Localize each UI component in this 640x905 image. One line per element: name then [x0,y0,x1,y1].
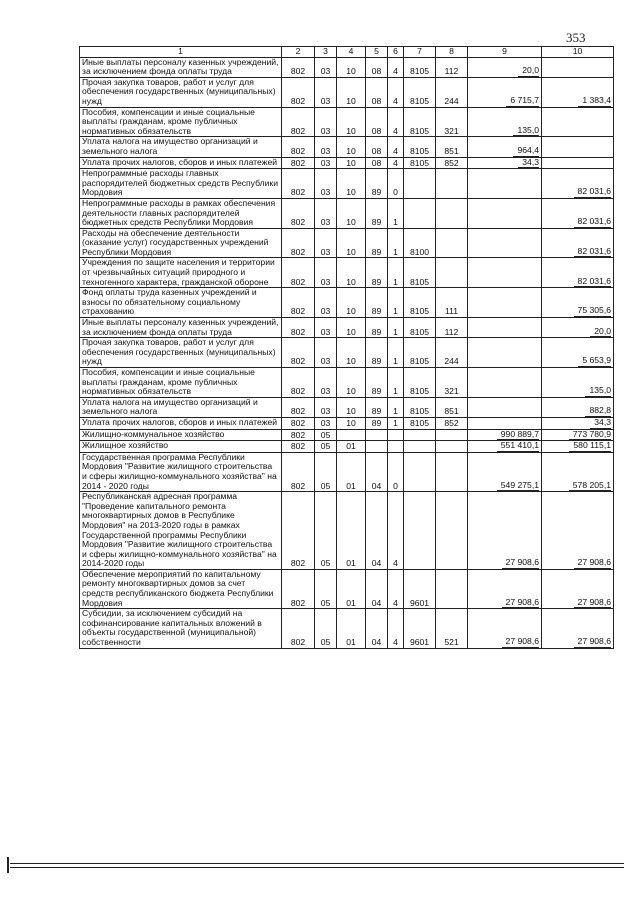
table-row [80,417,614,429]
row-name: Обеспечение мероприятий по капитальному ремонту многоквартирных домов за счет средств республиканского бюджета Республики Мордовия [80,569,282,608]
row-name: Республиканская адресная программа "Проведение капитального ремонта многоквартирных домов в Республике Мордовия" на 2013-2020 годы в рамках Государственной программы Республики Мордовия "Развитие жилищного строительства и сферы жилищно-коммунального хозяйства" на 2014-2020 годы [80,492,282,570]
code-cell [404,169,436,199]
amount-value: 990 889,7 [497,430,539,441]
code-cell: 08 [366,157,388,169]
row-name: Пособия, компенсации и иные социальные выплаты гражданам, кроме публичных нормативных обязательств [80,107,282,137]
code-cell: 9601 [404,609,436,648]
table-row [80,169,614,199]
code-cell: 802 [282,157,315,169]
amount-cell [468,77,542,107]
code-cell: 10 [337,417,366,429]
amount-value: 551 410,1 [497,441,539,452]
code-cell: 01 [337,492,366,570]
code-cell: 8105 [404,288,436,318]
amount-cell [542,198,614,228]
code-cell [388,441,404,453]
amount-cell [468,368,542,398]
amount-value: 135,0 [513,126,539,137]
code-cell [404,492,436,570]
amount-value: 27 908,6 [574,637,611,648]
code-cell: 10 [337,157,366,169]
code-cell: 89 [366,228,388,258]
row-name: Государственная программа Республики Мордовия "Развитие жилищного строительства и сферы жилищно-коммунального хозяйства" на 2014 - 2020 годы [80,452,282,491]
amount-value: 27 908,6 [574,558,611,569]
col-header: 7 [404,47,436,58]
code-cell [436,569,468,608]
code-cell: 03 [315,338,337,368]
amount-value: 82 031,6 [574,247,611,258]
code-cell: 8105 [404,417,436,429]
code-cell: 4 [388,77,404,107]
code-cell: 10 [337,258,366,288]
code-cell: 244 [436,338,468,368]
code-cell: 802 [282,569,315,608]
amount-cell [542,137,614,157]
amount-cell [468,198,542,228]
row-name: Прочая закупка товаров, работ и услуг для обеспечения государственных (муниципальных) нужд [80,77,282,107]
code-cell: 8105 [404,258,436,288]
code-cell: 89 [366,169,388,199]
amount-cell [542,397,614,417]
row-name: Жилищное хозяйство [80,441,282,453]
col-header: 3 [315,47,337,58]
row-name: Уплата налога на имущество организаций и земельного налога [80,137,282,157]
code-cell: 03 [315,137,337,157]
amount-cell [542,169,614,199]
table-row [80,609,614,648]
code-cell: 802 [282,57,315,77]
amount-cell [468,169,542,199]
code-cell: 1 [388,397,404,417]
code-cell [366,429,388,441]
table-row [80,57,614,77]
code-cell: 8105 [404,157,436,169]
code-cell: 89 [366,258,388,288]
page-number: 353 [566,30,586,45]
amount-cell [468,318,542,338]
code-cell: 8105 [404,107,436,137]
amount-cell [468,569,542,608]
code-cell: 08 [366,57,388,77]
code-cell: 05 [315,569,337,608]
code-cell: 03 [315,77,337,107]
code-cell: 10 [337,107,366,137]
code-cell: 05 [315,441,337,453]
code-cell: 05 [315,452,337,491]
amount-cell [542,57,614,77]
code-cell: 89 [366,368,388,398]
code-cell: 802 [282,338,315,368]
amount-cell [542,338,614,368]
col-header: 10 [542,47,614,58]
row-name: Уплата налога на имущество организаций и земельного налога [80,397,282,417]
amount-cell [542,429,614,441]
code-cell: 89 [366,417,388,429]
code-cell: 03 [315,258,337,288]
amount-value: 82 031,6 [574,187,611,198]
code-cell: 10 [337,288,366,318]
amount-cell [468,441,542,453]
amount-cell [542,157,614,169]
code-cell: 10 [337,397,366,417]
table-row [80,198,614,228]
table-row [80,318,614,338]
code-cell: 03 [315,169,337,199]
row-name: Непрограммные расходы главных распорядителей бюджетных средств Республики Мордовия [80,169,282,199]
amount-cell [542,107,614,137]
bottom-tick [7,857,9,873]
row-name: Непрограммные расходы в рамках обеспечения деятельности главных распорядителей бюджетных средств Республики Мордовия [80,198,282,228]
table-row [80,77,614,107]
amount-cell [468,137,542,157]
amount-value: 20,0 [518,66,539,77]
code-cell: 802 [282,77,315,107]
col-header: 1 [80,47,282,58]
amount-cell [542,441,614,453]
code-cell: 802 [282,368,315,398]
table-row [80,137,614,157]
table-row [80,569,614,608]
code-cell: 8105 [404,77,436,107]
code-cell [337,429,366,441]
row-name: Иные выплаты персоналу казенных учреждений, за исключением фонда оплаты труда [80,318,282,338]
amount-value: 549 275,1 [497,481,539,492]
code-cell: 03 [315,228,337,258]
amount-cell [468,452,542,491]
code-cell: 802 [282,258,315,288]
code-cell: 802 [282,429,315,441]
amount-cell [542,318,614,338]
code-cell: 05 [315,609,337,648]
amount-cell [542,417,614,429]
code-cell: 852 [436,157,468,169]
amount-value: 773 780,9 [569,430,611,441]
code-cell: 111 [436,288,468,318]
budget-table [79,46,614,649]
code-cell: 04 [366,452,388,491]
code-cell: 04 [366,609,388,648]
code-cell: 4 [388,57,404,77]
code-cell: 244 [436,77,468,107]
amount-value: 34,3 [518,158,539,169]
amount-cell [468,107,542,137]
code-cell [404,429,436,441]
code-cell: 802 [282,318,315,338]
row-name: Учреждения по защите населения и территории от чрезвычайных ситуаций природного и техногенного характера, гражданской обороне [80,258,282,288]
amount-value: 82 031,6 [574,217,611,228]
code-cell: 8105 [404,318,436,338]
row-name: Уплата прочих налогов, сборов и иных платежей [80,417,282,429]
col-header: 8 [436,47,468,58]
code-cell: 01 [337,452,366,491]
code-cell: 802 [282,441,315,453]
code-cell: 802 [282,169,315,199]
code-cell: 01 [337,609,366,648]
amount-value: 578 205,1 [569,481,611,492]
code-cell: 0 [388,452,404,491]
amount-value: 6 715,7 [506,96,539,107]
table-row [80,258,614,288]
code-cell: 08 [366,107,388,137]
amount-cell [468,338,542,368]
code-cell: 10 [337,169,366,199]
code-cell: 10 [337,228,366,258]
code-cell: 03 [315,288,337,318]
amount-cell [468,492,542,570]
code-cell: 851 [436,137,468,157]
code-cell [436,429,468,441]
code-cell: 03 [315,57,337,77]
code-cell: 4 [388,107,404,137]
table-row [80,107,614,137]
row-name: Пособия, компенсации и иные социальные выплаты гражданам, кроме публичных нормативных обязательств [80,368,282,398]
table-row [80,492,614,570]
header-row [80,47,614,58]
amount-value: 27 908,6 [502,598,539,609]
amount-cell [468,57,542,77]
amount-value: 20,0 [590,327,611,338]
amount-cell [468,429,542,441]
code-cell [436,441,468,453]
amount-cell [542,452,614,491]
row-name: Жилищно-коммунальное хозяйство [80,429,282,441]
code-cell: 03 [315,417,337,429]
code-cell: 8105 [404,368,436,398]
table-body [80,57,614,648]
table-row [80,157,614,169]
code-cell: 4 [388,609,404,648]
row-name: Расходы на обеспечение деятельности (оказание услуг) государственных учреждений Республики Мордовия [80,228,282,258]
code-cell: 08 [366,137,388,157]
code-cell: 10 [337,338,366,368]
col-header: 2 [282,47,315,58]
amount-cell [468,157,542,169]
code-cell: 4 [388,492,404,570]
code-cell: 802 [282,137,315,157]
code-cell: 802 [282,492,315,570]
amount-cell [468,288,542,318]
code-cell: 802 [282,228,315,258]
amount-cell [468,397,542,417]
code-cell: 802 [282,417,315,429]
amount-cell [542,258,614,288]
code-cell: 112 [436,318,468,338]
code-cell [366,441,388,453]
code-cell: 802 [282,609,315,648]
code-cell: 1 [388,258,404,288]
code-cell: 04 [366,492,388,570]
row-name: Фонд оплаты труда казенных учреждений и взносы по обязательному социальному страхованию [80,288,282,318]
code-cell: 10 [337,77,366,107]
amount-cell [542,492,614,570]
amount-cell [542,609,614,648]
table-row [80,228,614,258]
amount-value: 34,3 [590,418,611,429]
amount-value: 135,0 [585,386,611,397]
code-cell: 4 [388,137,404,157]
code-cell: 05 [315,492,337,570]
code-cell: 08 [366,77,388,107]
code-cell: 8105 [404,137,436,157]
amount-cell [542,77,614,107]
code-cell [436,169,468,199]
code-cell: 112 [436,57,468,77]
code-cell [404,452,436,491]
code-cell [404,441,436,453]
col-header: 6 [388,47,404,58]
code-cell: 8100 [404,228,436,258]
col-header: 9 [468,47,542,58]
code-cell: 89 [366,288,388,318]
code-cell: 89 [366,397,388,417]
code-cell: 802 [282,107,315,137]
code-cell [436,228,468,258]
code-cell: 802 [282,198,315,228]
code-cell: 03 [315,318,337,338]
code-cell: 321 [436,107,468,137]
code-cell: 321 [436,368,468,398]
code-cell: 10 [337,137,366,157]
amount-value: 1 383,4 [578,96,611,107]
amount-cell [542,228,614,258]
row-name: Уплата прочих налогов, сборов и иных платежей [80,157,282,169]
row-name: Субсидии, за исключением субсидий на софинансирование капитальных вложений в объекты государственной (муниципальной) собственности [80,609,282,648]
code-cell: 04 [366,569,388,608]
code-cell: 10 [337,57,366,77]
code-cell: 1 [388,228,404,258]
code-cell: 4 [388,569,404,608]
code-cell: 1 [388,368,404,398]
amount-value: 964,4 [513,146,539,157]
amount-value: 75 305,6 [574,306,611,317]
table-row [80,368,614,398]
code-cell: 0 [388,169,404,199]
code-cell: 05 [315,429,337,441]
code-cell: 03 [315,157,337,169]
code-cell: 521 [436,609,468,648]
code-cell: 89 [366,338,388,368]
code-cell: 89 [366,198,388,228]
code-cell [436,492,468,570]
amount-cell [468,609,542,648]
code-cell: 851 [436,397,468,417]
table-row [80,338,614,368]
table-row [80,452,614,491]
amount-cell [468,228,542,258]
code-cell [404,198,436,228]
code-cell [436,452,468,491]
code-cell: 802 [282,397,315,417]
code-cell: 4 [388,157,404,169]
bottom-double-line [10,863,624,868]
code-cell: 9601 [404,569,436,608]
table-row [80,397,614,417]
code-cell [388,429,404,441]
code-cell: 1 [388,338,404,368]
amount-value: 5 653,9 [578,356,611,367]
amount-cell [542,368,614,398]
code-cell [436,198,468,228]
row-name: Иные выплаты персоналу казенных учреждений, за исключением фонда оплаты труда [80,57,282,77]
table-row [80,441,614,453]
col-header: 4 [337,47,366,58]
code-cell: 10 [337,318,366,338]
code-cell: 802 [282,288,315,318]
amount-value: 882,8 [585,406,611,417]
code-cell: 8105 [404,57,436,77]
table-row [80,429,614,441]
code-cell: 8105 [404,397,436,417]
amount-cell [468,258,542,288]
code-cell: 10 [337,368,366,398]
code-cell: 1 [388,288,404,318]
amount-cell [468,417,542,429]
code-cell: 8105 [404,338,436,368]
code-cell: 03 [315,368,337,398]
code-cell: 10 [337,198,366,228]
code-cell: 03 [315,107,337,137]
code-cell: 1 [388,198,404,228]
code-cell: 1 [388,417,404,429]
amount-cell [542,288,614,318]
amount-value: 580 115,1 [569,441,611,452]
code-cell: 852 [436,417,468,429]
amount-value: 27 908,6 [574,598,611,609]
amount-value: 27 908,6 [502,637,539,648]
table-row [80,288,614,318]
amount-cell [542,569,614,608]
row-name: Прочая закупка товаров, работ и услуг для обеспечения государственных (муниципальных) нужд [80,338,282,368]
code-cell: 03 [315,397,337,417]
col-header: 5 [366,47,388,58]
amount-value: 82 031,6 [574,277,611,288]
code-cell: 01 [337,569,366,608]
code-cell: 802 [282,452,315,491]
code-cell: 1 [388,318,404,338]
amount-value: 27 908,6 [502,558,539,569]
code-cell: 89 [366,318,388,338]
code-cell [436,258,468,288]
code-cell: 01 [337,441,366,453]
code-cell: 03 [315,198,337,228]
